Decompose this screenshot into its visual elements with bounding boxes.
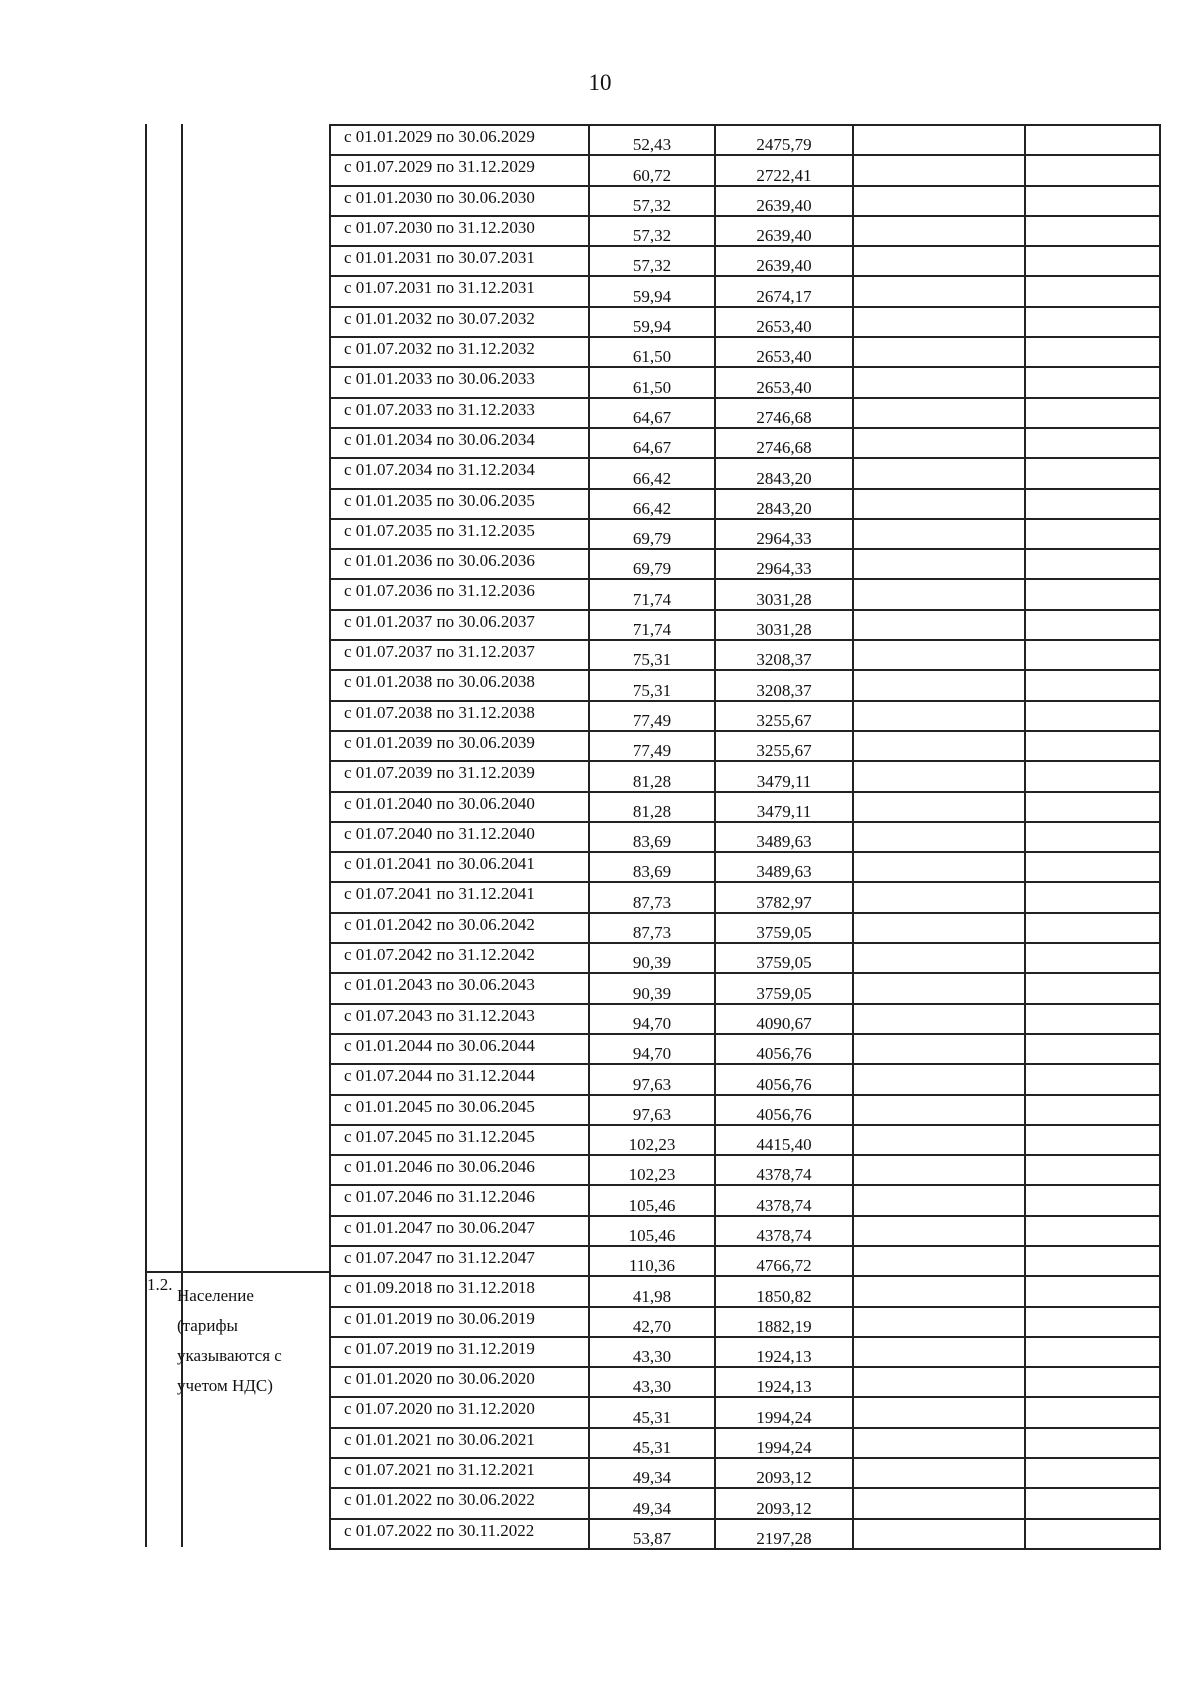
period-cell: с 01.01.2037 по 30.06.2037: [330, 610, 589, 640]
rate-cell: 75,31: [589, 640, 715, 670]
empty-cell: [1025, 1155, 1160, 1185]
empty-cell: [853, 1307, 1025, 1337]
table-row: [330, 1488, 1160, 1518]
section-label-line: (тарифы: [177, 1316, 238, 1335]
period-cell: с 01.01.2034 по 30.06.2034: [330, 428, 589, 458]
tariff-cell: 3759,05: [715, 913, 853, 943]
empty-cell: [1025, 1004, 1160, 1034]
table-row: [330, 701, 1160, 731]
rate-cell: 43,30: [589, 1367, 715, 1397]
rate-cell: 42,70: [589, 1307, 715, 1337]
rate-cell: 69,79: [589, 549, 715, 579]
section-label: [177, 1281, 322, 1401]
empty-cell: [853, 1125, 1025, 1155]
empty-cell: [853, 458, 1025, 488]
empty-cell: [853, 761, 1025, 791]
rate-cell: 59,94: [589, 307, 715, 337]
table-row: [330, 489, 1160, 519]
empty-cell: [853, 1488, 1025, 1518]
period-cell: с 01.07.2044 по 31.12.2044: [330, 1064, 589, 1094]
empty-cell: [853, 913, 1025, 943]
period-cell: с 01.07.2038 по 31.12.2038: [330, 701, 589, 731]
rate-cell: 94,70: [589, 1004, 715, 1034]
table-row: [330, 337, 1160, 367]
rate-cell: 83,69: [589, 822, 715, 852]
tariff-cell: 4766,72: [715, 1246, 853, 1276]
table-row: [330, 216, 1160, 246]
tariff-cell: 1994,24: [715, 1428, 853, 1458]
table-row: [330, 640, 1160, 670]
rate-cell: 57,32: [589, 216, 715, 246]
empty-cell: [1025, 246, 1160, 276]
period-cell: с 01.07.2046 по 31.12.2046: [330, 1185, 589, 1215]
tariff-cell: 2653,40: [715, 307, 853, 337]
empty-cell: [853, 731, 1025, 761]
table-row: [330, 1246, 1160, 1276]
empty-cell: [1025, 428, 1160, 458]
empty-cell: [1025, 913, 1160, 943]
tariff-cell: 3759,05: [715, 943, 853, 973]
empty-cell: [853, 398, 1025, 428]
rate-cell: 59,94: [589, 276, 715, 306]
empty-cell: [853, 1428, 1025, 1458]
rate-cell: 41,98: [589, 1276, 715, 1306]
table-row: [330, 1367, 1160, 1397]
empty-cell: [853, 1004, 1025, 1034]
period-cell: с 01.07.2043 по 31.12.2043: [330, 1004, 589, 1034]
empty-cell: [1025, 610, 1160, 640]
empty-cell: [853, 1216, 1025, 1246]
tariff-cell: 2722,41: [715, 155, 853, 185]
empty-cell: [1025, 852, 1160, 882]
tariff-cell: 4056,76: [715, 1095, 853, 1125]
rate-cell: 90,39: [589, 943, 715, 973]
tariff-cell: 2639,40: [715, 216, 853, 246]
tariff-cell: 1882,19: [715, 1307, 853, 1337]
rate-cell: 97,63: [589, 1064, 715, 1094]
section-number: 1.2.: [147, 1275, 173, 1294]
empty-cell: [853, 1064, 1025, 1094]
tariff-cell: 4415,40: [715, 1125, 853, 1155]
page-number: 10: [588, 70, 612, 95]
period-cell: с 01.01.2033 по 30.06.2033: [330, 367, 589, 397]
period-cell: с 01.01.2039 по 30.06.2039: [330, 731, 589, 761]
empty-cell: [853, 1397, 1025, 1427]
rate-cell: 66,42: [589, 458, 715, 488]
empty-cell: [853, 1246, 1025, 1276]
table-row: [330, 670, 1160, 700]
rate-cell: 77,49: [589, 731, 715, 761]
tariff-cell: 1924,13: [715, 1367, 853, 1397]
tariff-cell: 3759,05: [715, 973, 853, 1003]
period-cell: с 01.07.2022 по 30.11.2022: [330, 1519, 589, 1549]
empty-cell: [1025, 1125, 1160, 1155]
tariff-cell: 3255,67: [715, 701, 853, 731]
empty-cell: [853, 1185, 1025, 1215]
empty-cell: [853, 489, 1025, 519]
empty-cell: [1025, 307, 1160, 337]
empty-cell: [1025, 1185, 1160, 1215]
table-row: [330, 610, 1160, 640]
tariff-cell: 2197,28: [715, 1519, 853, 1549]
period-cell: с 01.09.2018 по 31.12.2018: [330, 1276, 589, 1306]
rate-cell: 87,73: [589, 913, 715, 943]
empty-cell: [853, 186, 1025, 216]
period-cell: с 01.07.2019 по 31.12.2019: [330, 1337, 589, 1367]
empty-cell: [1025, 1307, 1160, 1337]
table-row: [330, 1064, 1160, 1094]
table-row: [330, 973, 1160, 1003]
empty-cell: [1025, 549, 1160, 579]
empty-cell: [853, 1337, 1025, 1367]
rate-cell: 75,31: [589, 670, 715, 700]
empty-cell: [1025, 973, 1160, 1003]
period-cell: с 01.01.2042 по 30.06.2042: [330, 913, 589, 943]
empty-cell: [853, 337, 1025, 367]
rate-cell: 60,72: [589, 155, 715, 185]
empty-cell: [853, 973, 1025, 1003]
table-row: [330, 398, 1160, 428]
period-cell: с 01.07.2031 по 31.12.2031: [330, 276, 589, 306]
table-row: [330, 731, 1160, 761]
table-row: [330, 428, 1160, 458]
empty-cell: [853, 125, 1025, 155]
tariff-cell: 4056,76: [715, 1064, 853, 1094]
empty-cell: [853, 155, 1025, 185]
empty-cell: [1025, 1095, 1160, 1125]
empty-cell: [1025, 761, 1160, 791]
tariff-cell: 4378,74: [715, 1155, 853, 1185]
empty-cell: [1025, 155, 1160, 185]
tariff-cell: 1924,13: [715, 1337, 853, 1367]
empty-cell: [853, 852, 1025, 882]
empty-cell: [1025, 1034, 1160, 1064]
tariff-cell: 4378,74: [715, 1185, 853, 1215]
rate-cell: 57,32: [589, 186, 715, 216]
rate-cell: 45,31: [589, 1397, 715, 1427]
table-row: [330, 246, 1160, 276]
table-row: [330, 367, 1160, 397]
table-row: [330, 307, 1160, 337]
empty-cell: [853, 822, 1025, 852]
empty-cell: [853, 579, 1025, 609]
empty-cell: [853, 519, 1025, 549]
empty-cell: [853, 701, 1025, 731]
empty-cell: [1025, 186, 1160, 216]
rate-cell: 45,31: [589, 1428, 715, 1458]
tariff-cell: 2093,12: [715, 1488, 853, 1518]
empty-cell: [853, 1276, 1025, 1306]
period-cell: с 01.01.2046 по 30.06.2046: [330, 1155, 589, 1185]
period-cell: с 01.07.2041 по 31.12.2041: [330, 882, 589, 912]
period-cell: с 01.07.2029 по 31.12.2029: [330, 155, 589, 185]
table-row: [330, 1125, 1160, 1155]
tariff-cell: 1994,24: [715, 1397, 853, 1427]
table-row: [330, 761, 1160, 791]
empty-cell: [853, 792, 1025, 822]
period-cell: с 01.07.2036 по 31.12.2036: [330, 579, 589, 609]
rate-cell: 69,79: [589, 519, 715, 549]
period-cell: с 01.01.2022 по 30.06.2022: [330, 1488, 589, 1518]
tariff-cell: 2093,12: [715, 1458, 853, 1488]
empty-cell: [853, 428, 1025, 458]
section-label-line: указываются с: [177, 1346, 282, 1365]
empty-cell: [1025, 670, 1160, 700]
table-row: [330, 186, 1160, 216]
empty-cell: [1025, 579, 1160, 609]
period-cell: с 01.07.2045 по 31.12.2045: [330, 1125, 589, 1155]
rate-cell: 105,46: [589, 1185, 715, 1215]
table-row: [330, 1185, 1160, 1215]
rate-cell: 71,74: [589, 579, 715, 609]
empty-cell: [1025, 1519, 1160, 1549]
rate-cell: 66,42: [589, 489, 715, 519]
empty-cell: [853, 640, 1025, 670]
table-row: [330, 1216, 1160, 1246]
empty-cell: [853, 943, 1025, 973]
empty-cell: [1025, 882, 1160, 912]
tariff-table: [329, 124, 1161, 1550]
empty-cell: [1025, 943, 1160, 973]
rate-cell: 71,74: [589, 610, 715, 640]
empty-cell: [1025, 792, 1160, 822]
section-label-line: Население: [177, 1286, 254, 1305]
empty-cell: [1025, 1428, 1160, 1458]
table-row: [330, 882, 1160, 912]
tariff-cell: 2639,40: [715, 186, 853, 216]
empty-cell: [1025, 1397, 1160, 1427]
tariff-cell: 3479,11: [715, 761, 853, 791]
tariff-cell: 3208,37: [715, 670, 853, 700]
empty-cell: [1025, 398, 1160, 428]
empty-cell: [1025, 458, 1160, 488]
tariff-cell: 2674,17: [715, 276, 853, 306]
table-row: [330, 1337, 1160, 1367]
table-row: [330, 276, 1160, 306]
rate-cell: 52,43: [589, 125, 715, 155]
empty-cell: [853, 882, 1025, 912]
empty-cell: [1025, 640, 1160, 670]
period-cell: с 01.01.2044 по 30.06.2044: [330, 1034, 589, 1064]
table-row: [330, 1397, 1160, 1427]
tariff-cell: 4090,67: [715, 1004, 853, 1034]
period-cell: с 01.07.2020 по 31.12.2020: [330, 1397, 589, 1427]
rate-cell: 43,30: [589, 1337, 715, 1367]
rate-cell: 102,23: [589, 1155, 715, 1185]
tariff-cell: 2746,68: [715, 398, 853, 428]
period-cell: с 01.01.2035 по 30.06.2035: [330, 489, 589, 519]
period-cell: с 01.07.2021 по 31.12.2021: [330, 1458, 589, 1488]
empty-cell: [1025, 1216, 1160, 1246]
tariff-cell: 3479,11: [715, 792, 853, 822]
rate-cell: 53,87: [589, 1519, 715, 1549]
tariff-cell: 2964,33: [715, 549, 853, 579]
empty-cell: [1025, 1367, 1160, 1397]
tariff-cell: 2653,40: [715, 337, 853, 367]
rate-cell: 102,23: [589, 1125, 715, 1155]
table-row: [330, 943, 1160, 973]
rate-cell: 61,50: [589, 337, 715, 367]
empty-cell: [1025, 1458, 1160, 1488]
period-cell: с 01.01.2030 по 30.06.2030: [330, 186, 589, 216]
period-cell: с 01.01.2045 по 30.06.2045: [330, 1095, 589, 1125]
rate-cell: 97,63: [589, 1095, 715, 1125]
table-row: [330, 792, 1160, 822]
period-cell: с 01.07.2040 по 31.12.2040: [330, 822, 589, 852]
tariff-cell: 4378,74: [715, 1216, 853, 1246]
period-cell: с 01.07.2037 по 31.12.2037: [330, 640, 589, 670]
tariff-cell: 4056,76: [715, 1034, 853, 1064]
period-cell: с 01.01.2043 по 30.06.2043: [330, 973, 589, 1003]
empty-cell: [853, 670, 1025, 700]
tariff-cell: 3782,97: [715, 882, 853, 912]
period-cell: с 01.01.2047 по 30.06.2047: [330, 1216, 589, 1246]
rate-cell: 105,46: [589, 1216, 715, 1246]
empty-cell: [853, 1155, 1025, 1185]
empty-cell: [853, 1095, 1025, 1125]
empty-cell: [853, 1519, 1025, 1549]
table-row: [330, 519, 1160, 549]
tariff-cell: 1850,82: [715, 1276, 853, 1306]
tariff-cell: 3489,63: [715, 852, 853, 882]
rate-cell: 61,50: [589, 367, 715, 397]
empty-cell: [1025, 276, 1160, 306]
rate-cell: 64,67: [589, 428, 715, 458]
rate-cell: 49,34: [589, 1458, 715, 1488]
period-cell: с 01.01.2031 по 30.07.2031: [330, 246, 589, 276]
rate-cell: 110,36: [589, 1246, 715, 1276]
period-cell: с 01.01.2029 по 30.06.2029: [330, 125, 589, 155]
rate-cell: 90,39: [589, 973, 715, 1003]
period-cell: с 01.01.2020 по 30.06.2020: [330, 1367, 589, 1397]
period-cell: с 01.01.2041 по 30.06.2041: [330, 852, 589, 882]
tariff-cell: 2964,33: [715, 519, 853, 549]
period-cell: с 01.01.2021 по 30.06.2021: [330, 1428, 589, 1458]
table-row: [330, 1458, 1160, 1488]
period-cell: с 01.01.2040 по 30.06.2040: [330, 792, 589, 822]
table-row: [330, 1095, 1160, 1125]
tariff-cell: 3255,67: [715, 731, 853, 761]
table-row: [330, 913, 1160, 943]
empty-cell: [1025, 731, 1160, 761]
period-cell: с 01.07.2035 по 31.12.2035: [330, 519, 589, 549]
tariff-cell: 3489,63: [715, 822, 853, 852]
period-cell: с 01.01.2036 по 30.06.2036: [330, 549, 589, 579]
tariff-cell: 2843,20: [715, 489, 853, 519]
empty-cell: [853, 549, 1025, 579]
empty-cell: [1025, 489, 1160, 519]
rate-cell: 81,28: [589, 761, 715, 791]
period-cell: с 01.07.2034 по 31.12.2034: [330, 458, 589, 488]
tariff-table-body: [330, 125, 1160, 1549]
table-row: [330, 1034, 1160, 1064]
table-row: [330, 125, 1160, 155]
table-row: [330, 549, 1160, 579]
table-row: [330, 458, 1160, 488]
period-cell: с 01.07.2042 по 31.12.2042: [330, 943, 589, 973]
tariff-cell: 2475,79: [715, 125, 853, 155]
empty-cell: [1025, 1064, 1160, 1094]
empty-cell: [1025, 216, 1160, 246]
empty-cell: [1025, 367, 1160, 397]
tariff-cell: 2639,40: [715, 246, 853, 276]
empty-cell: [1025, 1276, 1160, 1306]
rate-cell: 49,34: [589, 1488, 715, 1518]
empty-cell: [853, 307, 1025, 337]
rate-cell: 64,67: [589, 398, 715, 428]
period-cell: с 01.01.2019 по 30.06.2019: [330, 1307, 589, 1337]
rate-cell: 57,32: [589, 246, 715, 276]
empty-cell: [853, 367, 1025, 397]
empty-cell: [1025, 701, 1160, 731]
tariff-cell: 3031,28: [715, 610, 853, 640]
empty-cell: [853, 276, 1025, 306]
tariff-cell: 3208,37: [715, 640, 853, 670]
empty-cell: [1025, 337, 1160, 367]
rate-cell: 94,70: [589, 1034, 715, 1064]
table-row: [330, 1519, 1160, 1549]
table-row: [330, 852, 1160, 882]
table-row: [330, 155, 1160, 185]
rate-cell: 77,49: [589, 701, 715, 731]
empty-cell: [853, 216, 1025, 246]
table-row: [330, 579, 1160, 609]
empty-cell: [853, 1034, 1025, 1064]
tariff-cell: 2653,40: [715, 367, 853, 397]
tariff-cell: 2843,20: [715, 458, 853, 488]
table-row: [330, 822, 1160, 852]
period-cell: с 01.01.2038 по 30.06.2038: [330, 670, 589, 700]
rate-cell: 81,28: [589, 792, 715, 822]
period-cell: с 01.07.2032 по 31.12.2032: [330, 337, 589, 367]
empty-cell: [853, 246, 1025, 276]
empty-cell: [853, 1367, 1025, 1397]
tariff-cell: 2746,68: [715, 428, 853, 458]
table-row: [330, 1155, 1160, 1185]
empty-cell: [853, 1458, 1025, 1488]
rate-cell: 83,69: [589, 852, 715, 882]
period-cell: с 01.01.2032 по 30.07.2032: [330, 307, 589, 337]
empty-cell: [1025, 519, 1160, 549]
table-row: [330, 1004, 1160, 1034]
period-cell: с 01.07.2033 по 31.12.2033: [330, 398, 589, 428]
period-cell: с 01.07.2047 по 31.12.2047: [330, 1246, 589, 1276]
empty-cell: [853, 610, 1025, 640]
tariff-cell: 3031,28: [715, 579, 853, 609]
empty-cell: [1025, 125, 1160, 155]
table-row: [330, 1428, 1160, 1458]
section-label-line: учетом НДС): [177, 1376, 273, 1395]
period-cell: с 01.07.2039 по 31.12.2039: [330, 761, 589, 791]
period-cell: с 01.07.2030 по 31.12.2030: [330, 216, 589, 246]
rate-cell: 87,73: [589, 882, 715, 912]
empty-cell: [1025, 822, 1160, 852]
table-row: [330, 1276, 1160, 1306]
table-row: [330, 1307, 1160, 1337]
empty-cell: [1025, 1488, 1160, 1518]
empty-cell: [1025, 1337, 1160, 1367]
empty-cell: [1025, 1246, 1160, 1276]
